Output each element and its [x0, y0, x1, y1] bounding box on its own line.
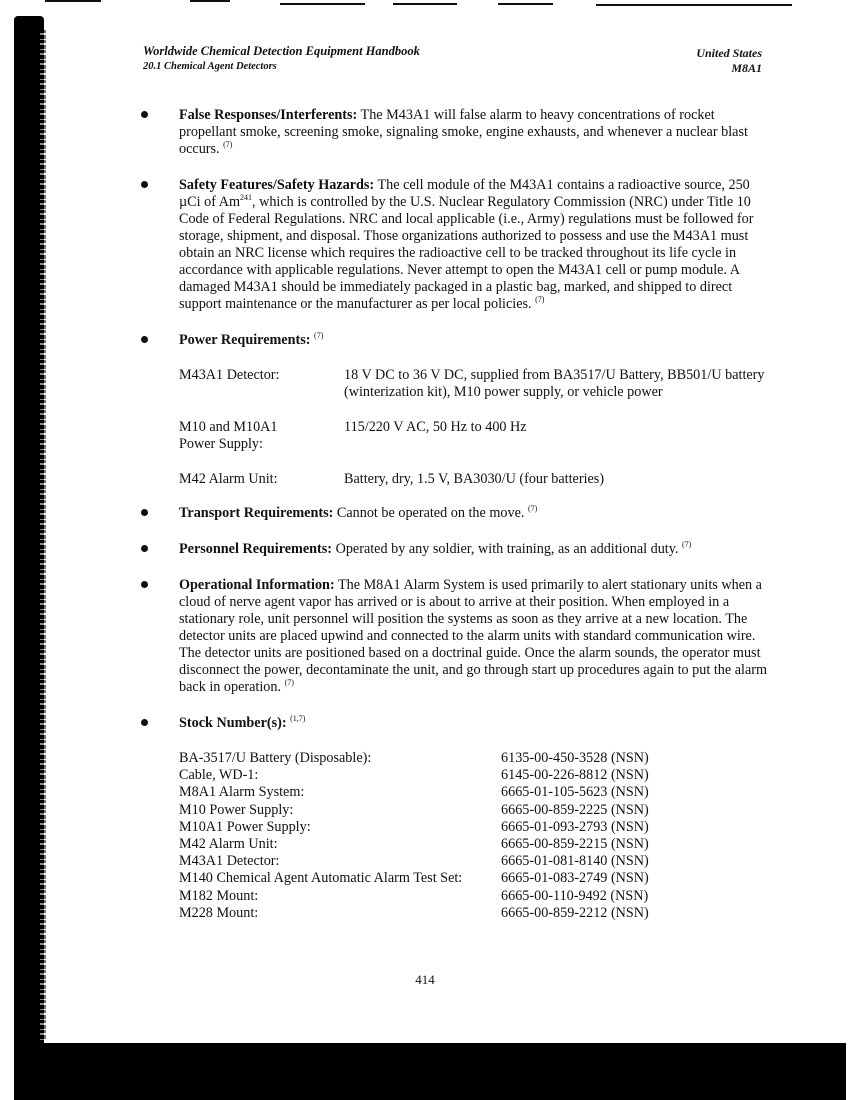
- scan-artifact-line: [596, 4, 792, 6]
- reference-marker: (7): [682, 540, 692, 549]
- bullet-false-responses: [138, 107, 768, 158]
- power-row-key: M10 and M10A1 Power Supply:: [179, 419, 278, 452]
- table-row: [179, 819, 649, 836]
- power-row: [179, 419, 768, 453]
- power-row-key: M42 Alarm Unit:: [179, 471, 278, 487]
- scan-artifact-line: [45, 0, 101, 2]
- stock-item-nsn: 6665-00-859-2212 (NSN): [501, 904, 649, 921]
- bullet-transport: [138, 505, 768, 522]
- table-row: [179, 870, 649, 887]
- bullet-label: Safety Features/Safety Hazards:: [179, 177, 375, 193]
- stock-item-name: M42 Alarm Unit:: [179, 836, 278, 853]
- scan-artifact-line: [498, 3, 553, 5]
- bullet-operational: [138, 577, 768, 696]
- stock-item-nsn: 6145-00-226-8812 (NSN): [501, 767, 649, 784]
- stock-item-name: M140 Chemical Agent Automatic Alarm Test Set:: [179, 870, 463, 887]
- reference-marker: (1,7): [290, 714, 306, 723]
- section-title: 20.1 Chemical Agent Detectors: [143, 61, 277, 72]
- isotope-superscript: 241: [240, 193, 252, 202]
- bullet-label: Personnel Requirements:: [179, 541, 333, 557]
- stock-item-name: M10A1 Power Supply:: [179, 818, 311, 835]
- model-label: M8A1: [731, 61, 762, 75]
- bullet-text: , which is controlled by the U.S. Nuclear Regulatory Commission (NRC) under Title 10 Code of Federal Regulations. NRC and local applicable (i.e., Army) regulations must be followed for storage, shipment, and disposal. Those organizations authorized to possess and use the M43A1 must obtain an NRC license which requires the radioactive cell to be tracked throughout its life cycle in accordance with applicable regulations. Never attempt to open the M43A1 cell or pump module. A damaged M43A1 should be immediately packaged in a plastic bag, marked, and shipped to direct support maintenance or the manufacturer as per local policies.: [179, 194, 754, 312]
- bullet-text: The M43A1 will false alarm to heavy concentrations of rocket propellant smoke, screening smoke, signaling smoke, engine exhausts, and whenever a nuclear blast occurs.: [179, 107, 748, 157]
- table-row: [179, 853, 649, 870]
- table-row: [179, 750, 649, 767]
- stock-item-name: M8A1 Alarm System:: [179, 784, 305, 801]
- stock-item-nsn: 6665-01-083-2749 (NSN): [501, 870, 649, 887]
- stock-item-name: M228 Mount:: [179, 904, 259, 921]
- stock-item-nsn: 6665-00-110-9492 (NSN): [501, 887, 649, 904]
- bullet-icon: [141, 545, 148, 552]
- bullet-text: Operated by any soldier, with training, as an additional duty.: [332, 541, 682, 557]
- bullet-icon: [141, 719, 148, 726]
- reference-marker: (7): [314, 331, 324, 340]
- stock-item-name: M43A1 Detector:: [179, 853, 280, 870]
- table-row: [179, 784, 649, 801]
- stock-item-name: M10 Power Supply:: [179, 801, 294, 818]
- stock-item-nsn: 6665-00-859-2225 (NSN): [501, 801, 649, 818]
- bullet-text: The M8A1 Alarm System is used primarily to alert stationary units when a cloud of nerve agent vapor has arrived or is about to arrive at their position. When employed in a stationary role, unit personnel will position the systems as soon as they arrive at a new location. The detector units are placed upwind and connected to the alarm units with standard communication wire. The detector units are positioned based on a doctrinal guide. Once the alarm sounds, the operator must disconnect the power, decontaminate the unit, and go through start up procedures again to put the alarm back in operation.: [179, 577, 768, 695]
- power-row: [179, 367, 768, 401]
- bullet-icon: [141, 509, 148, 516]
- scan-artifact-line: [280, 3, 365, 5]
- table-row: [179, 767, 649, 784]
- bullet-label: Transport Requirements:: [179, 505, 334, 521]
- stock-item-name: M182 Mount:: [179, 887, 259, 904]
- stock-item-nsn: 6665-01-105-5623 (NSN): [501, 784, 649, 801]
- power-row-value: 115/220 V AC, 50 Hz to 400 Hz: [344, 419, 527, 435]
- bullet-text: The cell module of the M43A1 contains a radioactive source, 250 µCi of Am: [179, 177, 750, 210]
- stock-item-name: BA-3517/U Battery (Disposable):: [179, 750, 372, 766]
- page-number: 414: [415, 972, 435, 987]
- bullet-icon: [141, 181, 148, 188]
- reference-marker: (7): [527, 504, 538, 513]
- bullet-label: Stock Number(s):: [179, 715, 287, 731]
- stock-number-table: [179, 750, 649, 922]
- bullet-icon: [141, 111, 148, 118]
- table-row: [179, 802, 649, 819]
- scan-bottom-shadow: [14, 1043, 846, 1100]
- running-header-right: [696, 46, 762, 76]
- reference-marker: (7): [284, 678, 294, 687]
- reference-marker: (7): [223, 140, 233, 149]
- stock-item-nsn: 6135-00-450-3528 (NSN): [501, 750, 649, 766]
- reference-marker: (7): [535, 295, 545, 304]
- stock-item-nsn: 6665-00-859-2215 (NSN): [501, 836, 649, 853]
- scan-artifact-line: [393, 3, 457, 5]
- power-row-value: 18 V DC to 36 V DC, supplied from BA3517/U Battery, BB501/U battery (winterization kit), M10 power supply, or vehicle power: [344, 367, 765, 400]
- scan-artifact-line: [190, 0, 230, 2]
- stock-item-nsn: 6665-01-081-8140 (NSN): [501, 853, 649, 870]
- table-row: [179, 905, 649, 922]
- bullet-label: False Responses/Interferents:: [179, 107, 358, 123]
- bullet-label: Power Requirements:: [179, 332, 311, 348]
- bullet-icon: [141, 581, 148, 588]
- handbook-title: Worldwide Chemical Detection Equipment Handbook: [143, 44, 420, 58]
- scan-binding-speckle: [40, 30, 46, 1040]
- document-body: [138, 107, 768, 941]
- running-header-left: [143, 44, 420, 74]
- bullet-stock: [138, 715, 768, 922]
- country-label: United States: [696, 46, 762, 60]
- stock-item-nsn: 6665-01-093-2793 (NSN): [501, 818, 649, 835]
- power-row: [179, 471, 768, 488]
- power-row-key: M43A1 Detector:: [179, 367, 280, 383]
- table-row: [179, 836, 649, 853]
- bullet-text: Cannot be operated on the move.: [333, 505, 528, 521]
- power-row-value: Battery, dry, 1.5 V, BA3030/U (four batteries): [344, 471, 605, 487]
- bullet-label: Operational Information:: [179, 577, 335, 593]
- bullet-power: [138, 332, 768, 488]
- stock-item-name: Cable, WD-1:: [179, 767, 259, 784]
- bullet-safety: [138, 177, 768, 313]
- bullet-personnel: [138, 541, 768, 558]
- table-row: [179, 888, 649, 905]
- bullet-icon: [141, 336, 148, 343]
